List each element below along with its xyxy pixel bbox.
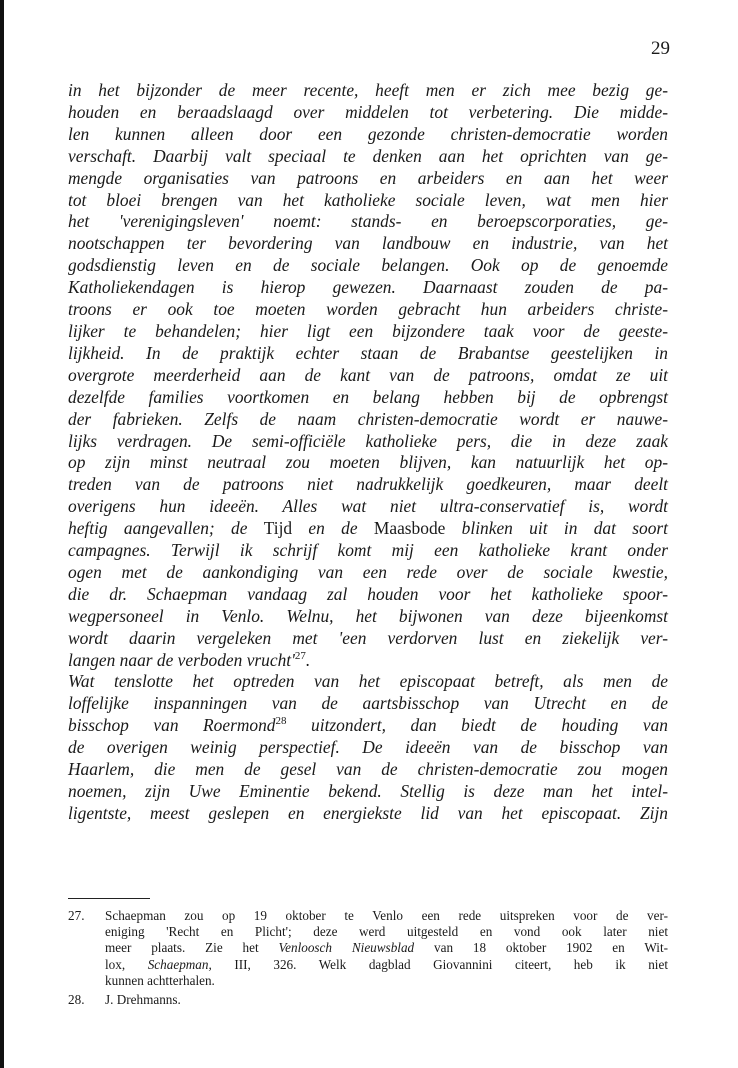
text-line: len kunnen alleen door een gezonde christen-democratie worden bbox=[68, 123, 668, 144]
text-line: op zijn minst neutraal zou moeten blijven, kan natuurlijk het op- bbox=[68, 452, 668, 473]
text-line: lijker te behandelen; hier ligt een bijzondere taak voor de geeste- bbox=[68, 320, 668, 341]
footnote-body bbox=[105, 908, 668, 989]
text-line: dezelfde families voortkomen en belang hebben bij de opbrengst bbox=[68, 386, 668, 407]
text-line: in het bijzonder de meer recente, heeft men er zich mee bezig ge- bbox=[68, 80, 668, 100]
footnote-ref-28[interactable]: 28 bbox=[275, 715, 287, 728]
text-line: overigens hun ideeën. Alles wat niet ultra-conservatief is, wordt bbox=[68, 496, 668, 517]
footnote-line: Schaepman zou op 19 oktober te Venlo een rede uitspreken voor de ver- bbox=[105, 908, 668, 923]
text-segment: langen naar de verboden vrucht' bbox=[68, 649, 295, 670]
text-line: der fabrieken. Zelfs de naam christen-democratie wordt er nauwe- bbox=[68, 408, 668, 429]
newspaper-title-tijd: Tijd bbox=[263, 518, 293, 539]
footnote-line bbox=[105, 957, 668, 973]
text-line: noemen, zijn Uwe Eminentie bekend. Stellig is deze man het intel- bbox=[68, 781, 668, 801]
text-line bbox=[68, 715, 668, 737]
text-segment: meer plaats. Zie het bbox=[105, 940, 279, 956]
text-segment: lox, bbox=[105, 956, 148, 972]
text-line: Katholiekendagen is hierop gewezen. Daarnaast zouden de pa- bbox=[68, 277, 668, 298]
footnote-separator bbox=[68, 898, 150, 899]
text-line: ligentste, meest geslepen en energiekste lid van het episcopaat. Zijn bbox=[68, 802, 668, 823]
text-line: godsdienstig leven en de sociale belangen. Ook op de genoemde bbox=[68, 255, 668, 276]
text-line: de overigen weinig perspectief. De ideeën van de bisschop van bbox=[68, 737, 668, 758]
text-line bbox=[68, 650, 668, 672]
footnote-ref-27[interactable]: 27 bbox=[294, 649, 306, 662]
text-segment: . bbox=[305, 649, 311, 670]
text-line: tot bloei brengen van het katholieke sociale leven, wat men hier bbox=[68, 189, 668, 210]
text-line: houden en beraadslaagd over middelen tot verbetering. Die midde- bbox=[68, 101, 668, 122]
text-line: troons er ook toe moeten worden gebracht hun arbeiders christe- bbox=[68, 299, 668, 320]
text-line: wegpersoneel in Venlo. Welnu, het bijwonen van deze bijeenkomst bbox=[68, 605, 668, 626]
text-segment: bisschop van Roermond bbox=[68, 715, 276, 736]
text-line: het 'verenigingsleven' noemt: stands- en beroepscorporaties, ge- bbox=[68, 211, 668, 232]
footnote-number: 27. bbox=[68, 908, 85, 923]
page-edge-bar bbox=[0, 0, 4, 1068]
text-line: lijks verdragen. De semi-officiële katholieke pers, die in deze zaak bbox=[68, 430, 668, 451]
text-line: Haarlem, die men de gesel van de christen-democratie zou mogen bbox=[68, 759, 668, 780]
body-text bbox=[68, 80, 668, 825]
text-segment: van 18 oktober 1902 en Wit- bbox=[414, 940, 669, 956]
text-segment: heftig aangevallen; de bbox=[68, 518, 264, 539]
text-segment: en de bbox=[292, 518, 374, 539]
footnote-line bbox=[105, 940, 668, 956]
footnote-line: J. Drehmanns. bbox=[105, 991, 181, 1007]
text-line: die dr. Schaepman vandaag zal houden voor het katholieke spoor- bbox=[68, 583, 668, 604]
text-segment: III, 326. Welk dagblad Giovannini citeert, heb ik niet bbox=[211, 956, 668, 972]
footnote-27 bbox=[68, 908, 668, 989]
text-line: loffelijke inspanningen van de aartsbisschop van Utrecht en de bbox=[68, 693, 668, 714]
text-line: verschaft. Daarbij valt speciaal te denken aan het oprichten van ge- bbox=[68, 145, 668, 166]
text-line: overgrote meerderheid aan de kant van de patroons, omdat ze uit bbox=[68, 364, 668, 385]
footnote-line: kunnen achtterhalen. bbox=[105, 972, 215, 988]
text-line: lijkheid. In de praktijk echter staan de Brabantse geestelijken in bbox=[68, 342, 668, 363]
newspaper-title-maasbode: Maasbode bbox=[373, 518, 446, 539]
source-title: Schaepman, bbox=[147, 956, 212, 972]
text-segment: blinken uit in dat soort bbox=[445, 518, 668, 539]
text-line: mengde organisaties van patroons en arbeiders en aan het weer bbox=[68, 167, 668, 188]
source-title: Venloosch Nieuwsblad bbox=[278, 940, 415, 956]
text-line: ogen met de aankondiging van een rede over de sociale kwestie, bbox=[68, 561, 668, 582]
text-line: nootschappen ter bevordering van landbouw en industrie, van het bbox=[68, 233, 668, 254]
page-number: 29 bbox=[651, 38, 670, 59]
footnote-body bbox=[105, 992, 668, 1008]
text-line bbox=[68, 518, 668, 540]
footnote-28 bbox=[68, 992, 668, 1008]
footnotes bbox=[68, 908, 668, 1008]
footnote-number: 28. bbox=[68, 991, 85, 1007]
text-segment: uitzondert, dan biedt de houding van bbox=[286, 715, 669, 736]
footnote-line: eniging 'Recht en Plicht'; deze werd uitgesteld en vond ook later niet bbox=[105, 924, 668, 940]
text-line: treden van de patroons niet nadrukkelijk goedkeuren, maar deelt bbox=[68, 474, 668, 495]
text-line: Wat tenslotte het optreden van het episcopaat betreft, als men de bbox=[68, 671, 668, 692]
text-line: campagnes. Terwijl ik schrijf komt mij een katholieke krant onder bbox=[68, 540, 668, 561]
text-line: wordt daarin vergeleken met 'een verdorven lust en ziekelijk ver- bbox=[68, 627, 668, 648]
